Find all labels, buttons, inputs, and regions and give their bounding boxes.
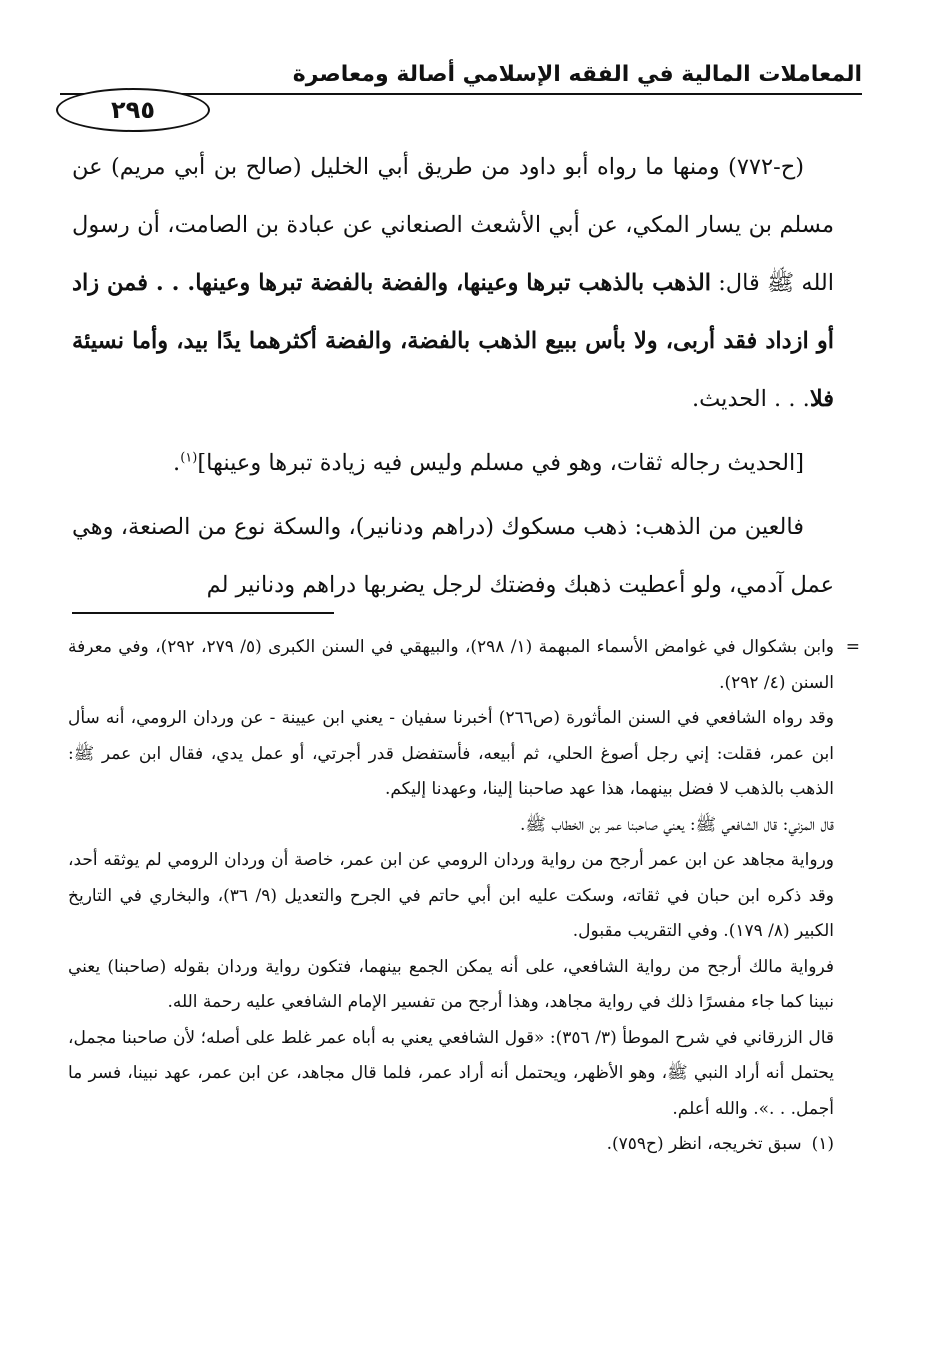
footnote-ref: (١)	[180, 450, 198, 466]
hadith-intro: (ح-٧٧٢) ومنها ما رواه أبو داود من طريق أبي الخليل (صالح بن أبي مريم) عن مسلم بن يسار المكي، عن أبي الأشعث الصنعاني عن عبادة بن الصامت، أن رسول الله ﷺ قال:	[72, 154, 835, 296]
running-title: المعاملات المالية في الفقه الإسلامي أصالة ومعاصرة	[292, 62, 862, 87]
footnote-separator	[72, 612, 334, 614]
footnote-paragraph: وقد رواه الشافعي في السنن المأثورة (ص٢٦٦) أخبرنا سفيان - يعني ابن عيينة - عن وردان الرومي، أنه سأل ابن عمر، فقلت: إني رجل أصوغ الحلي، ثم أبيعه، فأستفضل قدر أجرتي، أو عمل يدي، فقال ابن عمر ﷺ: الذهب بالذهب لا فضل بينهما، هذا عهد صاحبنا إلينا، وعهدنا إليكم.	[68, 708, 834, 799]
explanation-paragraph: فالعين من الذهب: ذهب مسكوك (دراهم ودنانير)، والسكة نوع من الصنعة، وهي عمل آدمي، ولو أعطيت ذهبك وفضتك لرجل يضربها دراهم ودنانير لم	[72, 514, 834, 598]
footnote-paragraph: قال الزرقاني في شرح الموطأ (٣/ ٣٥٦): «قول الشافعي يعني به أباه عمر غلط على أصله؛ لأن صاحبنا مجمل، يحتمل أنه أراد النبي ﷺ، وهو الأظهر، ويحتمل أنه أراد عمر، فلما قال مجاهد، عن ابن عمر، عهد نبينا، فسر ما أجمل. . .». والله أعلم.	[68, 1027, 834, 1119]
grading-text: [الحديث رجاله ثقات، وهو في مسلم وليس فيه زيادة تبرها وعينها]	[197, 450, 804, 476]
footnote-continuation	[68, 630, 860, 701]
main-text	[72, 138, 834, 614]
footnote-paragraph: فرواية مالك أرجح من رواية الشافعي، على أنه يمكن الجمع بينهما، فتكون رواية وردان بقوله (صاحبنا) يعني نبينا كما جاء مفسرًا ذلك في رواية مجاهد، وهذا أرجح من تفسير الإمام الشافعي عليه رحمة الله.	[68, 956, 834, 1012]
grading-paragraph	[72, 434, 834, 492]
grading-end: .	[173, 450, 181, 476]
footnote-1	[68, 1127, 834, 1163]
footnote-paragraph: قال المزني: قال الشافعي ﷺ: يعني صاحبنا عمر بن الخطاب ﷺ.	[519, 814, 834, 835]
footnote-text: وابن بشكوال في غوامض الأسماء المبهمة (١/ ٢٩٨)، والبيهقي في السنن الكبرى (٥/ ٢٧٩، ٢٩٢)، وفي معرفة السنن (٤/ ٢٩٢).	[68, 637, 834, 693]
hadith-end: . . . الحديث.	[691, 386, 810, 412]
footnote-number: (١)	[811, 1134, 834, 1154]
footnotes	[68, 630, 860, 1163]
hadith-text: الذهب بالذهب تبرها وعينها، والفضة بالفضة تبرها وعينها. . . فمن زاد أو ازداد فقد أربى، ولا بأس ببيع الذهب بالفضة، والفضة أكثرهما يدًا بيد، وأما نسيئة فلا	[72, 270, 835, 412]
hadith-paragraph	[72, 138, 834, 428]
page-number: ٢٩٥	[56, 88, 210, 132]
footnote-paragraph: ورواية مجاهد عن ابن عمر أرجح من رواية وردان الرومي عن ابن عمر، خاصة أن وردان الرومي لم يوثقه أحد، وقد ذكره ابن حبان في ثقاته، وسكت عليه ابن أبي حاتم في الجرح والتعديل (٩/ ٣٦)، والبخاري في التاريخ الكبير (٨/ ١٧٩). وفي التقريب مقبول.	[68, 850, 834, 941]
continuation-mark: =	[845, 637, 860, 657]
footnote-1-text: سبق تخريجه، انظر (ح٧٥٩).	[606, 1134, 802, 1154]
page-header	[60, 58, 862, 92]
